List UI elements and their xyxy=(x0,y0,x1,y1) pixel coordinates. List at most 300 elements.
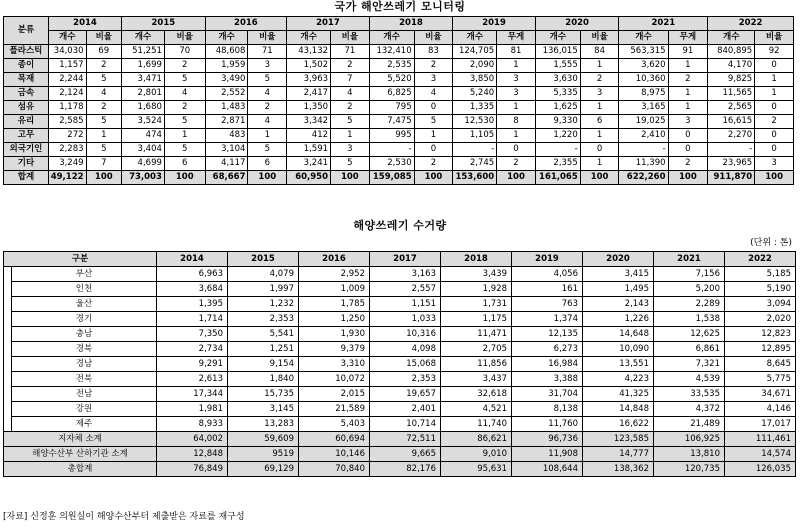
monitoring-cell: 48,608 xyxy=(205,45,248,59)
monitoring-cell: 19,025 xyxy=(619,115,668,129)
collection-cell: 1,930 xyxy=(299,327,370,342)
summary-cell: 106,925 xyxy=(654,432,725,447)
monitoring-cell: 2,270 xyxy=(708,129,755,143)
monitoring-cell: 7 xyxy=(86,157,122,171)
collection-cell: 8,933 xyxy=(157,417,228,432)
summary-cell: 123,585 xyxy=(583,432,654,447)
monitoring-cell: 153,600 xyxy=(453,171,497,185)
monitoring-cell: 3,342 xyxy=(287,115,331,129)
monitoring-cell: 16,615 xyxy=(708,115,755,129)
collection-cell: 41,325 xyxy=(583,387,654,402)
monitoring-cell: 1,555 xyxy=(535,59,580,73)
monitoring-cell: 132,410 xyxy=(369,45,414,59)
monitoring-cell: 0 xyxy=(414,143,453,157)
summary-cell: 9519 xyxy=(228,447,299,462)
table-row xyxy=(4,387,796,402)
collection-cell: 16,984 xyxy=(512,357,583,372)
monitoring-cell: 3,404 xyxy=(122,143,165,157)
collection-cell: 21,489 xyxy=(654,417,725,432)
table-row xyxy=(4,342,796,357)
monitoring-cell: 2 xyxy=(580,73,619,87)
monitoring-cell: 1 xyxy=(497,59,536,73)
monitoring-total-row xyxy=(4,171,794,185)
summary-cell: 64,002 xyxy=(157,432,228,447)
monitoring-year-header: 2015 xyxy=(122,17,206,31)
collection-cell: 13,551 xyxy=(583,357,654,372)
collection-cell: 21,589 xyxy=(299,402,370,417)
monitoring-subheader: 개수 xyxy=(535,31,580,45)
monitoring-cell: 6 xyxy=(164,157,205,171)
monitoring-cell: 1,178 xyxy=(48,101,86,115)
collection-cell: 10,090 xyxy=(583,342,654,357)
monitoring-cell: 1 xyxy=(164,129,205,143)
monitoring-cell: 43,132 xyxy=(287,45,331,59)
monitoring-cell: 3 xyxy=(248,59,287,73)
monitoring-cell: 3 xyxy=(580,87,619,101)
monitoring-cell: 3 xyxy=(331,143,370,157)
monitoring-cell: 100 xyxy=(414,171,453,185)
monitoring-cell: 81 xyxy=(497,45,536,59)
row-indent xyxy=(4,342,12,357)
collection-cell: 1,840 xyxy=(228,372,299,387)
monitoring-cell: 5,240 xyxy=(453,87,497,101)
monitoring-cell: 84 xyxy=(580,45,619,59)
monitoring-cell: 3 xyxy=(668,115,708,129)
collection-cell: 5,541 xyxy=(228,327,299,342)
monitoring-cell: 2,244 xyxy=(48,73,86,87)
collection-cell: 1,250 xyxy=(299,312,370,327)
monitoring-cell: 0 xyxy=(414,101,453,115)
collection-cell: 161 xyxy=(512,282,583,297)
summary-cell: 60,694 xyxy=(299,432,370,447)
monitoring-cell: 3,630 xyxy=(535,73,580,87)
monitoring-subheader: 비율 xyxy=(331,31,370,45)
collection-cell: 12,895 xyxy=(725,342,796,357)
monitoring-cell: 3,850 xyxy=(453,73,497,87)
monitoring-cell: 49,122 xyxy=(48,171,86,185)
collection-year-header: 2019 xyxy=(512,252,583,267)
monitoring-cell: 4 xyxy=(248,87,287,101)
collection-cell: 2,353 xyxy=(228,312,299,327)
monitoring-cell: 1,591 xyxy=(287,143,331,157)
monitoring-cell: 7 xyxy=(331,73,370,87)
table-row xyxy=(4,101,794,115)
summary-cell: 13,810 xyxy=(654,447,725,462)
monitoring-subheader: 비율 xyxy=(86,31,122,45)
collection-cell: 4,521 xyxy=(441,402,512,417)
collection-cell: 763 xyxy=(512,297,583,312)
table-row xyxy=(4,45,794,59)
monitoring-cell: 5 xyxy=(164,115,205,129)
collection-cell: 19,657 xyxy=(370,387,441,402)
collection-cell: 6,963 xyxy=(157,267,228,282)
monitoring-cell: 1 xyxy=(580,59,619,73)
monitoring-cell: 3,249 xyxy=(48,157,86,171)
monitoring-cell: 3 xyxy=(497,73,536,87)
monitoring-cell: 2,090 xyxy=(453,59,497,73)
region-name: 인천 xyxy=(12,282,157,297)
table-row xyxy=(4,282,796,297)
table-row xyxy=(4,129,794,143)
collection-title: 해양쓰레기 수거량 xyxy=(353,219,447,232)
collection-year-header: 2014 xyxy=(157,252,228,267)
monitoring-cell: 3 xyxy=(414,73,453,87)
monitoring-cell: 1 xyxy=(497,129,536,143)
row-indent xyxy=(4,297,12,312)
monitoring-cell: 840,895 xyxy=(708,45,755,59)
collection-cell: 12,625 xyxy=(654,327,725,342)
collection-cell: 12,135 xyxy=(512,327,583,342)
monitoring-category: 합계 xyxy=(4,171,49,185)
monitoring-cell: 0 xyxy=(668,129,708,143)
row-indent xyxy=(4,402,12,417)
row-indent xyxy=(4,372,12,387)
monitoring-cell: 0 xyxy=(755,101,794,115)
collection-year-header: 2018 xyxy=(441,252,512,267)
collection-cell: 2,734 xyxy=(157,342,228,357)
monitoring-cell: 7,475 xyxy=(369,115,414,129)
table-row xyxy=(4,327,796,342)
monitoring-cell: 2,585 xyxy=(48,115,86,129)
monitoring-cell: 3,165 xyxy=(619,101,668,115)
monitoring-cell: 474 xyxy=(122,129,165,143)
collection-cell: 3,439 xyxy=(441,267,512,282)
collection-year-header: 2017 xyxy=(370,252,441,267)
collection-cell: 2,952 xyxy=(299,267,370,282)
monitoring-cell: 0 xyxy=(755,59,794,73)
collection-cell: 1,226 xyxy=(583,312,654,327)
monitoring-cell: 3 xyxy=(755,157,794,171)
monitoring-cell: 0 xyxy=(580,143,619,157)
collection-header-label: 구분 xyxy=(4,252,157,267)
collection-year-header: 2016 xyxy=(299,252,370,267)
monitoring-cell: - xyxy=(619,143,668,157)
monitoring-subheader: 무게 xyxy=(668,31,708,45)
monitoring-cell: 2,410 xyxy=(619,129,668,143)
monitoring-cell: 4,117 xyxy=(205,157,248,171)
collection-cell: 1,251 xyxy=(228,342,299,357)
monitoring-cell: 11,565 xyxy=(708,87,755,101)
monitoring-cell: 100 xyxy=(497,171,536,185)
collection-cell: 5,190 xyxy=(725,282,796,297)
summary-cell: 86,621 xyxy=(441,432,512,447)
collection-cell: 5,200 xyxy=(654,282,725,297)
monitoring-cell: 3,490 xyxy=(205,73,248,87)
monitoring-cell: 1,483 xyxy=(205,101,248,115)
collection-cell: 15,068 xyxy=(370,357,441,372)
region-name: 충남 xyxy=(12,327,157,342)
monitoring-cell: 9,330 xyxy=(535,115,580,129)
summary-cell: 69,129 xyxy=(228,462,299,477)
monitoring-cell: 6 xyxy=(580,115,619,129)
monitoring-cell: 1 xyxy=(580,157,619,171)
monitoring-category: 금속 xyxy=(4,87,49,101)
region-name: 전북 xyxy=(12,372,157,387)
monitoring-cell: 100 xyxy=(668,171,708,185)
monitoring-cell: 70 xyxy=(164,45,205,59)
collection-year-header: 2020 xyxy=(583,252,654,267)
region-name: 경북 xyxy=(12,342,157,357)
monitoring-cell: 3,963 xyxy=(287,73,331,87)
monitoring-cell: 2,283 xyxy=(48,143,86,157)
summary-cell: 59,609 xyxy=(228,432,299,447)
monitoring-cell: 100 xyxy=(580,171,619,185)
unit-label: (단위 : 톤) xyxy=(750,238,792,248)
monitoring-subheader: 개수 xyxy=(122,31,165,45)
collection-year-header: 2021 xyxy=(654,252,725,267)
monitoring-cell: 272 xyxy=(48,129,86,143)
monitoring-year-header: 2019 xyxy=(453,17,536,31)
collection-cell: 16,622 xyxy=(583,417,654,432)
monitoring-cell: 2 xyxy=(248,101,287,115)
monitoring-cell: 100 xyxy=(86,171,122,185)
monitoring-category: 기타 xyxy=(4,157,49,171)
monitoring-year-header-row xyxy=(4,17,794,31)
row-indent xyxy=(4,327,12,342)
summary-cell: 14,574 xyxy=(725,447,796,462)
monitoring-cell: 5 xyxy=(164,73,205,87)
monitoring-cell: 1,350 xyxy=(287,101,331,115)
collection-cell: 3,388 xyxy=(512,372,583,387)
monitoring-cell: 83 xyxy=(414,45,453,59)
summary-cell: 9,010 xyxy=(441,447,512,462)
monitoring-cell: 5 xyxy=(86,73,122,87)
monitoring-subheader: 비율 xyxy=(755,31,794,45)
table-row xyxy=(4,417,796,432)
collection-cell: 14,848 xyxy=(583,402,654,417)
summary-cell: 120,735 xyxy=(654,462,725,477)
table-row xyxy=(4,73,794,87)
monitoring-category: 종이 xyxy=(4,59,49,73)
summary-label: 해양수산부 산하기관 소계 xyxy=(4,447,157,462)
collection-cell: 15,735 xyxy=(228,387,299,402)
monitoring-cell: 1,959 xyxy=(205,59,248,73)
collection-cell: 3,684 xyxy=(157,282,228,297)
collection-cell: 4,079 xyxy=(228,267,299,282)
monitoring-cell: 1 xyxy=(331,129,370,143)
monitoring-cell: 136,015 xyxy=(535,45,580,59)
collection-cell: 11,740 xyxy=(441,417,512,432)
monitoring-cell: 2 xyxy=(164,101,205,115)
collection-cell: 11,471 xyxy=(441,327,512,342)
monitoring-cell: 68,667 xyxy=(205,171,248,185)
collection-cell: 3,163 xyxy=(370,267,441,282)
monitoring-cell: 12,530 xyxy=(453,115,497,129)
collection-cell: 11,856 xyxy=(441,357,512,372)
monitoring-cell: 3,620 xyxy=(619,59,668,73)
collection-cell: 34,671 xyxy=(725,387,796,402)
monitoring-cell: 92 xyxy=(755,45,794,59)
monitoring-cell: 4 xyxy=(164,87,205,101)
region-name: 전남 xyxy=(12,387,157,402)
summary-row xyxy=(4,432,796,447)
region-name: 부산 xyxy=(12,267,157,282)
monitoring-cell: 5,520 xyxy=(369,73,414,87)
monitoring-cell: - xyxy=(708,143,755,157)
monitoring-cell: 1 xyxy=(580,129,619,143)
collection-cell: 4,146 xyxy=(725,402,796,417)
collection-cell: 4,098 xyxy=(370,342,441,357)
summary-cell: 76,849 xyxy=(157,462,228,477)
collection-cell: 1,997 xyxy=(228,282,299,297)
collection-cell: 2,613 xyxy=(157,372,228,387)
monitoring-cell: 1,157 xyxy=(48,59,86,73)
monitoring-cell: 159,085 xyxy=(369,171,414,185)
collection-cell: 10,316 xyxy=(370,327,441,342)
collection-cell: 33,535 xyxy=(654,387,725,402)
summary-row xyxy=(4,447,796,462)
collection-cell: 1,714 xyxy=(157,312,228,327)
summary-label: 지자체 소계 xyxy=(4,432,157,447)
monitoring-corner-label: 분류 xyxy=(4,17,49,45)
monitoring-cell: 1 xyxy=(755,73,794,87)
monitoring-cell: 4 xyxy=(86,87,122,101)
monitoring-cell: 0 xyxy=(755,129,794,143)
summary-label: 총합계 xyxy=(4,462,157,477)
monitoring-cell: 1 xyxy=(755,87,794,101)
monitoring-year-header: 2018 xyxy=(369,17,453,31)
monitoring-cell: 91 xyxy=(668,45,708,59)
monitoring-cell: 2 xyxy=(331,59,370,73)
collection-cell: 2,557 xyxy=(370,282,441,297)
monitoring-cell: 2 xyxy=(668,73,708,87)
monitoring-cell: 71 xyxy=(331,45,370,59)
table-row xyxy=(4,59,794,73)
collection-cell: 1,175 xyxy=(441,312,512,327)
collection-cell: 1,731 xyxy=(441,297,512,312)
region-name: 강원 xyxy=(12,402,157,417)
monitoring-cell: 4 xyxy=(248,115,287,129)
monitoring-cell: 2 xyxy=(755,115,794,129)
table-row xyxy=(4,372,796,387)
monitoring-cell: 0 xyxy=(497,143,536,157)
monitoring-cell: 1 xyxy=(86,129,122,143)
collection-cell: 1,495 xyxy=(583,282,654,297)
monitoring-cell: 2,745 xyxy=(453,157,497,171)
collection-cell: 1,232 xyxy=(228,297,299,312)
collection-cell: 1,785 xyxy=(299,297,370,312)
summary-cell: 9,665 xyxy=(370,447,441,462)
collection-cell: 9,154 xyxy=(228,357,299,372)
monitoring-cell: 71 xyxy=(248,45,287,59)
table-row xyxy=(4,402,796,417)
collection-cell: 1,009 xyxy=(299,282,370,297)
monitoring-cell: 5 xyxy=(248,73,287,87)
monitoring-cell: 124,705 xyxy=(453,45,497,59)
monitoring-cell: - xyxy=(535,143,580,157)
collection-cell: 32,618 xyxy=(441,387,512,402)
collection-cell: 6,861 xyxy=(654,342,725,357)
monitoring-cell: - xyxy=(369,143,414,157)
monitoring-cell: 60,950 xyxy=(287,171,331,185)
monitoring-subheader: 비율 xyxy=(164,31,205,45)
monitoring-subheader: 개수 xyxy=(205,31,248,45)
monitoring-cell: 5 xyxy=(86,143,122,157)
monitoring-subheader: 비율 xyxy=(580,31,619,45)
monitoring-cell: 3,524 xyxy=(122,115,165,129)
collection-cell: 14,648 xyxy=(583,327,654,342)
collection-cell: 2,289 xyxy=(654,297,725,312)
table-row xyxy=(4,267,796,282)
monitoring-cell: 73,003 xyxy=(122,171,165,185)
monitoring-year-header: 2020 xyxy=(535,17,619,31)
collection-cell: 8,138 xyxy=(512,402,583,417)
summary-cell: 108,644 xyxy=(512,462,583,477)
collection-year-header: 2015 xyxy=(228,252,299,267)
monitoring-cell: 2 xyxy=(497,157,536,171)
monitoring-cell: 2,124 xyxy=(48,87,86,101)
monitoring-cell: 9,825 xyxy=(708,73,755,87)
monitoring-cell: 161,065 xyxy=(535,171,580,185)
region-name: 제주 xyxy=(12,417,157,432)
monitoring-cell: 3,241 xyxy=(287,157,331,171)
collection-cell: 2,143 xyxy=(583,297,654,312)
region-name: 경기 xyxy=(12,312,157,327)
monitoring-cell: 1 xyxy=(497,101,536,115)
collection-cell: 31,704 xyxy=(512,387,583,402)
monitoring-cell: 69 xyxy=(86,45,122,59)
monitoring-cell: 911,870 xyxy=(708,171,755,185)
collection-cell: 9,291 xyxy=(157,357,228,372)
monitoring-cell: 0 xyxy=(668,143,708,157)
table-row xyxy=(4,143,794,157)
monitoring-cell: 995 xyxy=(369,129,414,143)
collection-cell: 1,374 xyxy=(512,312,583,327)
monitoring-cell: 2,355 xyxy=(535,157,580,171)
summary-cell: 96,736 xyxy=(512,432,583,447)
monitoring-cell: 1,680 xyxy=(122,101,165,115)
monitoring-cell: 5,335 xyxy=(535,87,580,101)
monitoring-cell: 5 xyxy=(331,157,370,171)
collection-header-row xyxy=(4,252,796,267)
monitoring-cell: 622,260 xyxy=(619,171,668,185)
monitoring-cell: 1 xyxy=(668,59,708,73)
collection-cell: 9,379 xyxy=(299,342,370,357)
monitoring-year-header: 2017 xyxy=(287,17,370,31)
monitoring-cell: 3 xyxy=(497,87,536,101)
monitoring-cell: - xyxy=(453,143,497,157)
monitoring-cell: 1,502 xyxy=(287,59,331,73)
monitoring-cell: 2,801 xyxy=(122,87,165,101)
summary-cell: 70,840 xyxy=(299,462,370,477)
collection-cell: 10,714 xyxy=(370,417,441,432)
monitoring-cell: 412 xyxy=(287,129,331,143)
monitoring-category: 섬유 xyxy=(4,101,49,115)
monitoring-cell: 0 xyxy=(755,143,794,157)
row-indent xyxy=(4,417,12,432)
summary-cell: 12,848 xyxy=(157,447,228,462)
table-row xyxy=(4,115,794,129)
monitoring-cell: 1,220 xyxy=(535,129,580,143)
monitoring-cell: 4 xyxy=(331,87,370,101)
monitoring-cell: 4 xyxy=(414,87,453,101)
collection-cell: 12,823 xyxy=(725,327,796,342)
monitoring-cell: 5 xyxy=(414,115,453,129)
monitoring-cell: 11,390 xyxy=(619,157,668,171)
summary-cell: 111,461 xyxy=(725,432,796,447)
monitoring-cell: 3,471 xyxy=(122,73,165,87)
collection-cell: 5,403 xyxy=(299,417,370,432)
table-row xyxy=(4,87,794,101)
monitoring-cell: 2,417 xyxy=(287,87,331,101)
monitoring-cell: 2 xyxy=(164,59,205,73)
monitoring-cell: 51,251 xyxy=(122,45,165,59)
collection-cell: 4,223 xyxy=(583,372,654,387)
monitoring-cell: 563,315 xyxy=(619,45,668,59)
monitoring-table xyxy=(3,16,794,185)
collection-cell: 4,539 xyxy=(654,372,725,387)
collection-cell: 4,056 xyxy=(512,267,583,282)
